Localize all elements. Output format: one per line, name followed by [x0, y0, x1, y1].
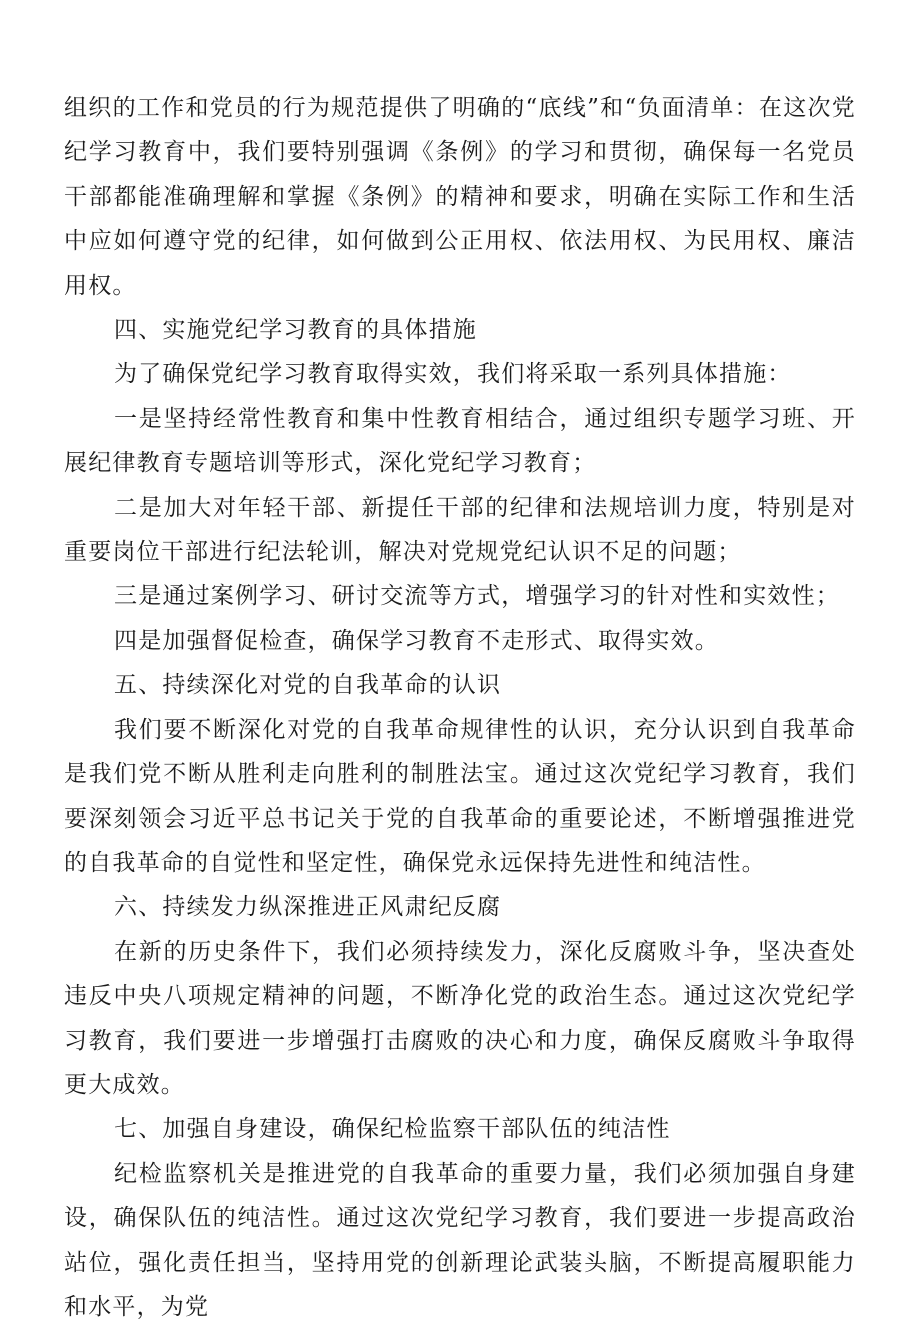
document-body [64, 86, 856, 1329]
paragraph: 为了确保党纪学习教育取得实效，我们将采取一系列具体措施： [114, 361, 792, 388]
paragraph: 在新的历史条件下，我们必须持续发力，深化反腐败斗争，坚决查处违反中央八项规定精神的问题，不断净化党的政治生态。通过这次党纪学习教育，我们要进一步增强打击腐败的决心和力度，确保反腐败斗争取得更大成效。 [64, 938, 856, 1098]
paragraph: 四是加强督促检查，确保学习教育不走形式、取得实效。 [114, 627, 719, 654]
paragraph: 三是通过案例学习、研讨交流等方式，增强学习的针对性和实效性； [114, 583, 840, 610]
paragraph: 我们要不断深化对党的自我革命规律性的认识，充分认识到自我革命是我们党不断从胜利走向胜利的制胜法宝。通过这次党纪学习教育，我们要深刻领会习近平总书记关于党的自我革命的重要论述，不断增强推进党的自我革命的自觉性和坚定性，确保党永远保持先进性和纯洁性。 [64, 716, 856, 876]
paragraph-continuation: 组织的工作和党员的行为规范提供了明确的“底线”和“负面清单：在这次党纪学习教育中，我们要特别强调《条例》的学习和贯彻，确保每一名党员干部都能准确理解和掌握《条例》的精神和要求，明确在实际工作和生活中应如何遵守党的纪律，如何做到公正用权、依法用权、为民用权、廉洁用权。 [64, 95, 856, 299]
section-heading-five: 五、持续深化对党的自我革命的认识 [114, 672, 502, 699]
section-heading-six: 六、持续发力纵深推进正风肃纪反腐 [114, 894, 502, 921]
section-heading-seven: 七、加强自身建设，确保纪检监察干部队伍的纯洁性 [114, 1116, 671, 1143]
section-heading-four: 四、实施党纪学习教育的具体措施 [114, 317, 477, 344]
paragraph: 二是加大对年轻干部、新提任干部的纪律和法规培训力度，特别是对重要岗位干部进行纪法轮训，解决对党规党纪认识不足的问题； [64, 494, 856, 566]
paragraph: 纪检监察机关是推进党的自我革命的重要力量，我们必须加强自身建设，确保队伍的纯洁性。通过这次党纪学习教育，我们要进一步提高政治站位，强化责任担当，坚持用党的创新理论武装头脑，不断提高履职能力和水平，为党 [64, 1160, 856, 1320]
paragraph: 一是坚持经常性教育和集中性教育相结合，通过组织专题学习班、开展纪律教育专题培训等形式，深化党纪学习教育； [64, 405, 856, 477]
